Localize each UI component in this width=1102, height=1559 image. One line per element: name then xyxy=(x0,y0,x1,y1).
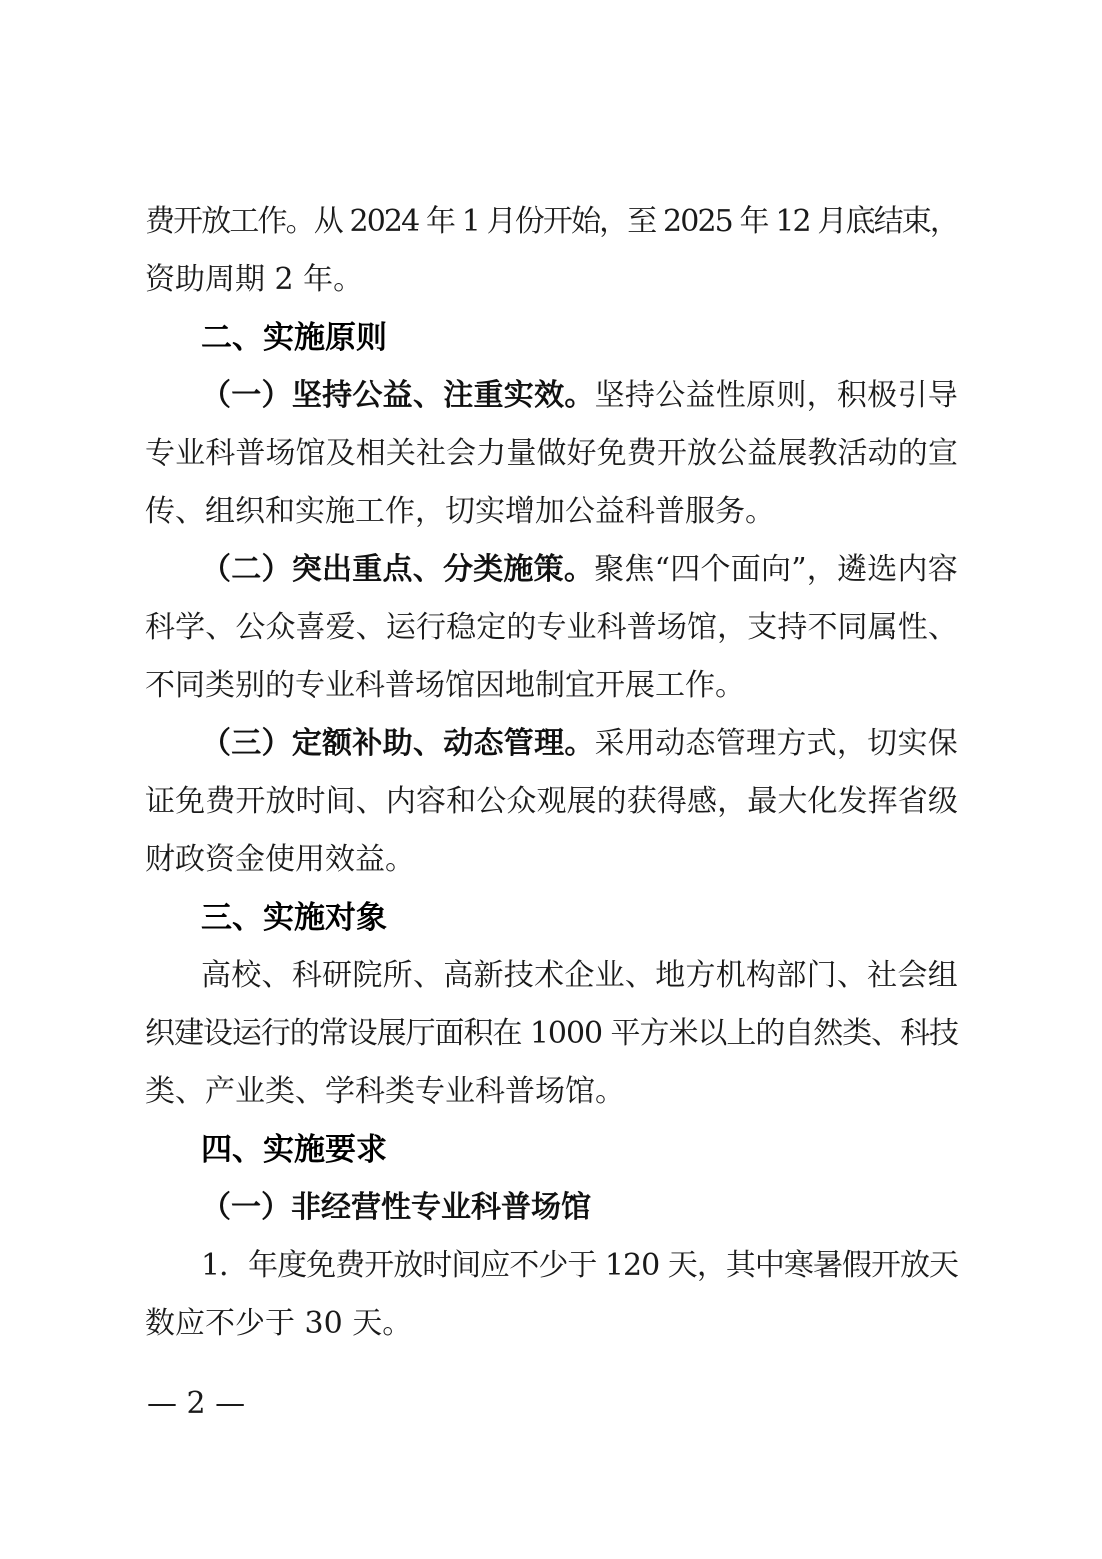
line-text: 证免费开放时间、内容和公众观展的获得感，最大化发挥省级 xyxy=(145,784,958,819)
line-text: 二、实施原则 xyxy=(201,320,387,356)
para-funding-period-line-1 xyxy=(145,193,958,251)
para-targets-line-1 xyxy=(145,947,958,1005)
line-text: 高校、科研院所、高新技术企业、地方机构部门、社会组 xyxy=(201,958,958,993)
para-principle-2-line-2 xyxy=(145,599,958,657)
line-text: 四、实施要求 xyxy=(201,1132,387,1168)
line-text: 资助周期 2 年。 xyxy=(145,262,364,297)
para-principle-3-line-1 xyxy=(145,715,958,773)
para-principle-1-line-1 xyxy=(145,367,958,425)
para-principle-2-line-1 xyxy=(145,541,958,599)
line-text: 类、产业类、学科类专业科普场馆。 xyxy=(145,1074,625,1109)
line-text: （一）非经营性专业科普场馆 xyxy=(201,1190,591,1225)
line-text: 三、实施对象 xyxy=(201,900,387,936)
text-column xyxy=(145,193,958,1353)
para-targets-line-3 xyxy=(145,1063,958,1121)
para-requirement-1-line-1 xyxy=(145,1237,958,1295)
section-heading-3 xyxy=(145,889,958,947)
line-text: 费开放工作。从 2024 年 1 月份开始，至 2025 年 12 月底结束， xyxy=(145,204,959,239)
page-number: — 2 — xyxy=(147,1386,246,1421)
para-requirement-1-line-2 xyxy=(145,1295,958,1353)
line-text: 1．年度免费开放时间应不少于 120 天，其中寒暑假开放天 xyxy=(201,1248,958,1283)
line-text: （一）坚持公益、注重实效。坚持公益性原则，积极引导 xyxy=(201,378,959,413)
line-text: （二）突出重点、分类施策。聚焦“四个面向”，遴选内容 xyxy=(201,552,959,587)
line-text: 织建设运行的常设展厅面积在 1000 平方米以上的自然类、科技 xyxy=(145,1016,958,1051)
section-heading-2 xyxy=(145,309,958,367)
para-principle-2-line-3 xyxy=(145,657,958,715)
section-heading-4 xyxy=(145,1121,958,1179)
line-text: 科学、公众喜爱、运行稳定的专业科普场馆，支持不同属性、 xyxy=(145,610,958,645)
line-text: 财政资金使用效益。 xyxy=(145,842,415,877)
subsection-heading-noncommercial xyxy=(145,1179,958,1237)
para-principle-1-line-2 xyxy=(145,425,958,483)
paragraph-lead-emphasis: （二）突出重点、分类施策。 xyxy=(201,552,595,587)
para-targets-line-2 xyxy=(145,1005,958,1063)
para-principle-3-line-2 xyxy=(145,773,958,831)
para-funding-period-line-2 xyxy=(145,251,958,309)
paragraph-lead-emphasis: （一）坚持公益、注重实效。 xyxy=(201,378,595,413)
para-principle-3-line-3 xyxy=(145,831,958,889)
line-text: 专业科普场馆及相关社会力量做好免费开放公益展教活动的宣 xyxy=(145,436,958,471)
line-text: （三）定额补助、动态管理。采用动态管理方式，切实保 xyxy=(201,726,959,761)
line-text: 数应不少于 30 天。 xyxy=(145,1306,413,1341)
para-principle-1-line-3 xyxy=(145,483,958,541)
line-text: 传、组织和实施工作，切实增加公益科普服务。 xyxy=(145,494,775,529)
paragraph-lead-emphasis: （三）定额补助、动态管理。 xyxy=(201,726,595,761)
line-text: 不同类别的专业科普场馆因地制宜开展工作。 xyxy=(145,668,745,703)
